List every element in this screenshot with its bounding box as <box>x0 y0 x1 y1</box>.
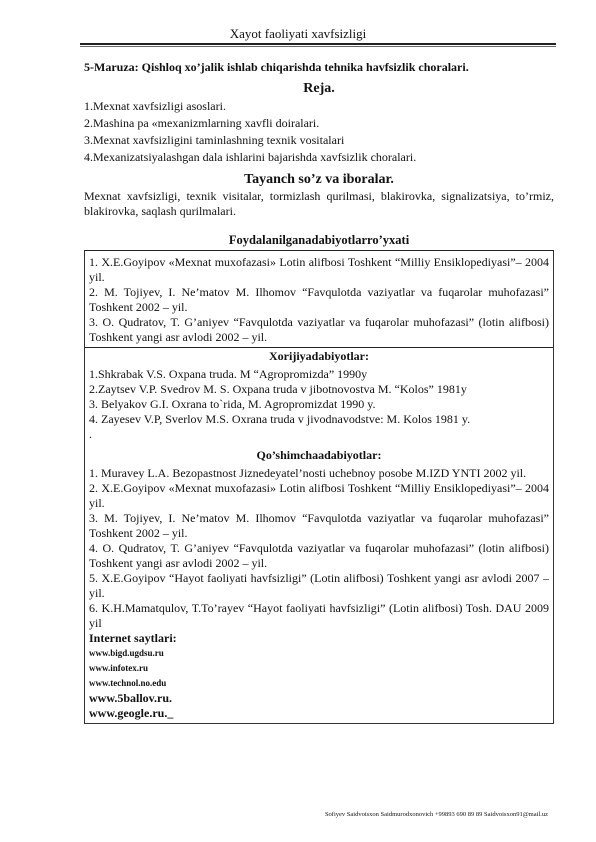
extra-reference-item: 4. O. Qudratov, T. G’aniyev “Favqulotda vaziyatlar va fuqarolar muhofazasi” (lotin alifbosi) Toshkent yangi asr avlodi 2002 – yil. <box>89 541 549 570</box>
website-link[interactable]: www.technol.no.edu <box>89 678 167 688</box>
extra-reference-item: 6. K.H.Mamatqulov, T.To’rayev “Hayot faoliyati havfsizligi” (Lotin alifbosi) Tosh. DAU 2009 yil <box>89 601 549 630</box>
foreign-reference-item: 3. Belyakov G.I. Oxrana to`rida, M. Agropromizdat 1990 y. <box>89 397 376 411</box>
keywords-text: Mexnat xavfsizligi, texnik visitalar, tormizlash qurilmasi, blakirovka, signalizatsiya, to’rmiz, blakirovka, saqlash qurilmalari. <box>84 189 554 218</box>
reference-item: 2. M. Tojiyev, I. Ne’matov M. Ilhomov “Favqulotda vaziyatlar va fuqarolar muhofazasi” Toshkent 2002 – yil. <box>89 285 549 314</box>
page-header: Xayot faoliyati xavfsizligi <box>229 26 367 41</box>
foreign-reference-item: . <box>89 427 92 441</box>
foreign-heading: Xorijiyadabiyotlar: <box>269 349 369 363</box>
internet-heading: Internet saytlari: <box>89 631 177 645</box>
references-box <box>84 250 554 724</box>
foreign-reference-item: 2.Zaytsev V.P. Svedrov M. S. Oxpana truda v jibotnovostva M. “Kolos” 1981y <box>89 382 467 396</box>
foreign-reference-item: 1.Shkrabak V.S. Oxpana truda. M “Agropromizda” 1990y <box>89 367 368 381</box>
document-body <box>84 60 554 724</box>
website-link[interactable]: www.geogle.ru._ <box>89 706 174 720</box>
section-divider <box>85 347 553 348</box>
extra-reference-item: 3. M. Tojiyev, I. Ne’matov M. Ilhomov “Favqulotda vaziyatlar va fuqarolar muhofazasi” Toshkent 2002 – yil. <box>89 511 549 540</box>
foreign-reference-item: 4. Zayesev V.P, Sverlov M.S. Oxrana truda v jivodnavodstve: M. Kolos 1981 y. <box>89 412 471 426</box>
extra-reference-item: 1. Muravey L.A. Bezopastnost Jiznedeyatel’nosti uchebnoy posobe M.IZD YNTI 2002 yil. <box>89 466 527 480</box>
reference-item: 1. X.E.Goyipov «Mexnat muxofazasi» Lotin alifbosi Toshkent “Milliy Ensiklopediyasi”– 2004 yil. <box>89 255 549 284</box>
website-link[interactable]: www.bigd.ugdsu.ru <box>89 648 164 658</box>
extra-reference-item: 5. X.E.Goyipov “Hayot faoliyati havfsizligi” (Lotin alifbosi) Toshkent yangi asr avlodi 2007 – yil. <box>89 571 549 600</box>
header-rule <box>80 43 556 45</box>
plan-item: 1.Mexnat xavfsizligi asoslari. <box>84 99 226 113</box>
extra-heading: Qo’shimchaadabiyotlar: <box>256 448 382 462</box>
extra-reference-item: 2. X.E.Goyipov «Mexnat muxofazasi» Lotin alifbosi Toshkent “Milliy Ensiklopediyasi”– 2004 yil. <box>89 481 549 510</box>
plan-item: 3.Mexnat xavfsizligini taminlashning texnik vositalari <box>84 133 345 147</box>
references-heading: Foydalanilganadabiyotlarro’yxati <box>228 233 410 247</box>
keywords-heading: Tayanch so’z va iboralar. <box>244 172 394 187</box>
website-link[interactable]: www.5ballov.ru. <box>89 691 173 705</box>
page-footer: Sofiyev Saidvoisxon Saidmurodxonovich +99893 690 89 89 Saidvoisxon91@mail.uz <box>324 811 548 818</box>
lecture-title: 5-Maruza: Qishloq xo’jalik ishlab chiqarishda tehnika havfsizlik choralari. <box>84 60 469 74</box>
header-rule-thin <box>80 46 556 47</box>
plan-item: 4.Mexanizatsiyalashgan dala ishlarini bajarishda xavfsizlik choralari. <box>84 150 417 164</box>
reference-item: 3. O. Qudratov, T. G’aniyev “Favqulotda vaziyatlar va fuqarolar muhofazasi” (lotin alifbosi) Toshkent yangi asr avlodi 2002 – yil. <box>89 315 549 344</box>
plan-heading: Reja. <box>303 81 335 96</box>
website-link[interactable]: www.infotex.ru <box>89 663 148 673</box>
plan-item: 2.Mashina pa «mexanizmlarning xavfli doiralari. <box>84 116 320 130</box>
